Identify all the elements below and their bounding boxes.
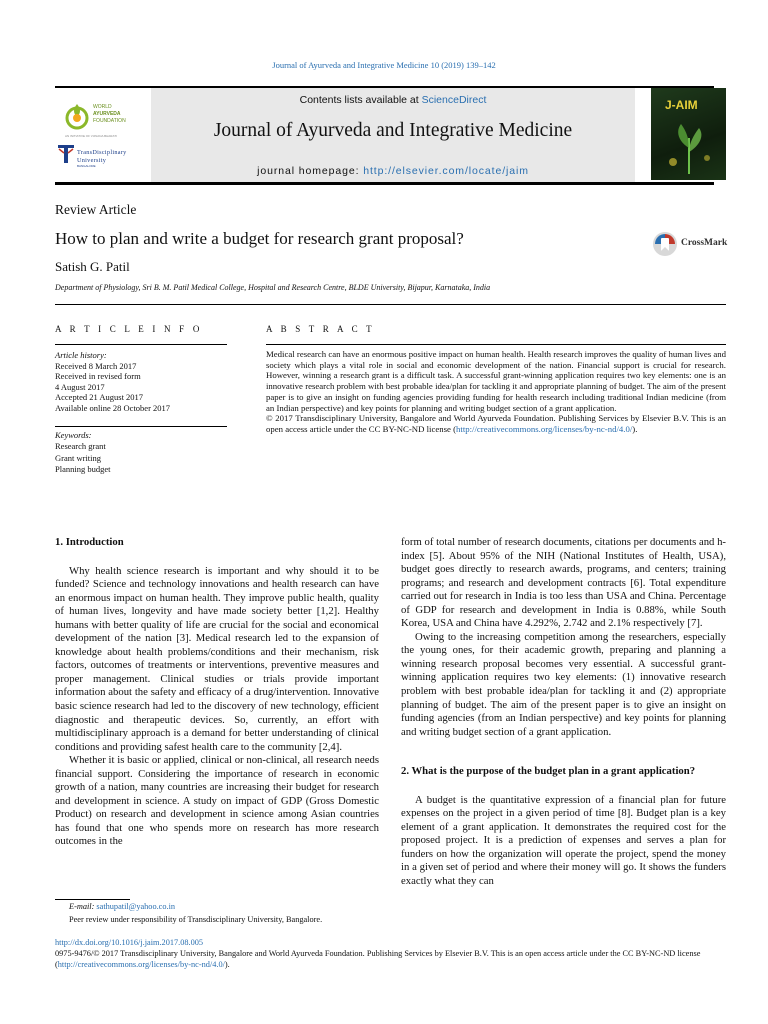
crossmark-icon <box>652 229 678 259</box>
history-item: Accepted 21 August 2017 <box>55 392 144 402</box>
tdu-logo-text: TransDisciplinary University <box>77 149 127 164</box>
masthead-bottom-rule <box>55 182 714 185</box>
footer-license-link[interactable]: http://creativecommons.org/licenses/by-nc-nd/4.0/ <box>57 960 225 970</box>
abstract-divider <box>266 344 726 345</box>
homepage-line <box>151 165 635 177</box>
history-item: Available online 28 October 2017 <box>55 402 171 413</box>
transdisciplinary-university-logo-icon <box>57 143 75 165</box>
cover-art-icon <box>659 118 719 176</box>
journal-title: Journal of Ayurveda and Integrative Medicine <box>213 120 573 141</box>
sciencedirect-link[interactable]: ScienceDirect <box>421 94 487 106</box>
history-label: Article history: <box>55 350 107 360</box>
contents-prefix: Contents lists available at <box>299 94 422 106</box>
author-name: Satish G. Patil <box>55 259 130 274</box>
keywords-list <box>55 430 227 475</box>
affiliation-divider <box>55 304 726 305</box>
footnote-divider <box>55 899 130 900</box>
doi-link[interactable]: http://dx.doi.org/10.1016/j.jaim.2017.08.005 <box>55 938 204 947</box>
body-left-column <box>55 536 379 849</box>
copyright-end: ). <box>632 423 638 434</box>
abstract-heading: A B S T R A C T <box>266 324 375 334</box>
section-1-paragraph-4: Owing to the increasing competition among the researchers, especially the young ones, for their academic growth, preparing and planning a winning research proposal becomes very essential. A successful grant-winning application requires two key elements: (1) innovative research problem with best probable idea/plan for tackling it and (2) appropriate planning of budget. The aim of the present paper is to give an insight on funding agencies (from an Indian perspective) and key points for planning and writing budget section of a grant application. <box>401 630 726 738</box>
section-2-paragraph-1: A budget is the quantitative expression of a financial plan for future expenses on the project in a given period of time [8]. Budget plan is a key element of a grant application. It demonstrates the required cost for the proposed project. It is a prediction of expenses and serves a plan for funders on how the organization will operate the project, spend the money in a given set of period and where their money will go. It shows the funders exactly what they can <box>401 793 726 887</box>
section-1-paragraph-2: Whether it is basic or applied, clinical or non-clinical, all research needs financial support. Considering the importance of research in economic growth of a nation, many countries are increasing their budget for research and development in science. A study on impact of GDP (Gross Domestic Product) on research and development in science among Asian countries has found that one who spends more on research has more research outcomes in the <box>55 754 379 848</box>
article-type: Review Article <box>55 202 137 217</box>
crossmark-button[interactable] <box>652 229 732 259</box>
homepage-link[interactable]: http://elsevier.com/locate/jaim <box>363 165 529 177</box>
homepage-prefix: journal homepage: <box>257 165 364 177</box>
footnotes <box>69 901 469 926</box>
copyright-text: © 2017 Transdisciplinary University, Bangalore and World Ayurveda Foundation. Publishing Services by Elsevier B.V. This is an open access article under the CC BY-NC-ND license ( <box>266 413 726 434</box>
history-item: Received in revised form <box>55 371 141 381</box>
license-statement <box>55 948 726 970</box>
section-1-paragraph-3: form of total number of research documents, citations per documents and h-index [5]. About 95% of the NIH (National Institutes of Health, USA), budget goes directly to research awards, programs, and centers; training programs; and research and development contracts [6]. Total expenditure carried out for research in India is too less than USA and China. Percentage of GDP for research and development in India is 0.88%, while South Korea, USA and China have 4.292%, 2.742 and 2.1% respectively [7]. <box>401 536 726 630</box>
wayu-logo-text: WORLD AYURVEDA FOUNDATION <box>93 104 126 124</box>
license-link[interactable]: http://creativecommons.org/licenses/by-nc-nd/4.0/ <box>456 423 633 434</box>
email-label: E-mail: <box>69 902 97 911</box>
abstract-text: Medical research can have an enormous positive impact on human health. Health research improves the quality of human lives and society which plays a vital role in social and economic development of the nation. Financial support is crucial for research. However, winning a research grant is a difficult task. A successful grant-winning application requires two key elements: one is an innovative research problem with best probable idea/plan for tackling it and appropriate planning of budget. The aim of the present paper is to give an insight on funding agencies providing funding for health research including traditional Indian medicine (from an Indian perspective) and key points for planning and writing budget section of a grant application. <box>266 349 726 413</box>
article-title: How to plan and write a budget for research grant proposal? <box>55 229 464 248</box>
keywords-label: Keywords: <box>55 430 92 440</box>
publisher-logos <box>55 95 147 175</box>
history-item: 4 August 2017 <box>55 381 105 392</box>
author-affiliation: Department of Physiology, Sri B. M. Patil Medical College, Hospital and Research Centre, BLDE University, Bijapur, Karnataka, India <box>55 283 491 292</box>
running-header[interactable]: Journal of Ayurveda and Integrative Medicine 10 (2019) 139–142 <box>272 60 496 70</box>
tdu-logo-tagline: BANGALORE <box>77 164 96 168</box>
cover-title: J-AIM <box>665 98 698 112</box>
article-info-heading: A R T I C L E I N F O <box>55 324 203 334</box>
section-1-paragraph-1: Why health science research is important and why should it to be funded? Science and technology innovations and health research can have an enormous impact on human health. They improve public health, quality of human lives, longevity and have made society better [1,2]. Healthy humans with better quality of life are crucial for the social and economical development of the nation [3]. Medical research led to the expansion of knowledge about health problems/conditions and their mechanism, risk factors, outcomes of treatments or interventions, preventive measures and proper management. Clinical studies or trials provide important information about the safety and efficacy of a drug/intervention. Innovative basic science research had led to the discovery of new technology, efficient diagnostic and therapeutic devices. So, currently, an effort with multidisciplinary approach is a demand for better understanding of clinical conditions and providing safest health care to the community [2,4]. <box>55 564 379 753</box>
article-history <box>55 350 227 413</box>
keyword: Research grant <box>55 441 106 452</box>
world-ayurveda-foundation-logo-icon <box>63 100 91 130</box>
abstract-copyright <box>266 413 726 434</box>
license-end: ). <box>224 960 230 970</box>
section-2-title: 2. What is the purpose of the budget plan in a grant application? <box>401 765 696 778</box>
section-1-title: 1. Introduction <box>55 536 124 548</box>
crossmark-label: CrossMark <box>681 238 728 248</box>
body-right-column <box>401 536 726 889</box>
keyword: Grant writing <box>55 452 102 463</box>
peer-review-note: Peer review under responsibility of Transdisciplinary University, Bangalore. <box>69 914 323 924</box>
wayu-logo-tagline: AN INITIATIVE OF VIJNANA BHARATI <box>65 134 117 138</box>
contents-line <box>151 94 635 106</box>
email-footnote <box>69 901 469 914</box>
journal-cover-image[interactable] <box>651 88 726 180</box>
keyword: Planning budget <box>55 463 111 474</box>
abstract-body <box>266 349 726 435</box>
history-item: Received 8 March 2017 <box>55 360 137 371</box>
author-email-link[interactable]: sathupatil@yahoo.co.in <box>96 902 176 911</box>
license-text: 0975-9476/© 2017 Transdisciplinary University, Bangalore and World Ayurveda Foundation. Publishing Services by Elsevier B.V. This is an open access article under the CC BY-NC-ND license ( <box>55 949 701 970</box>
keywords-divider <box>55 426 227 427</box>
article-info-divider <box>55 344 227 345</box>
